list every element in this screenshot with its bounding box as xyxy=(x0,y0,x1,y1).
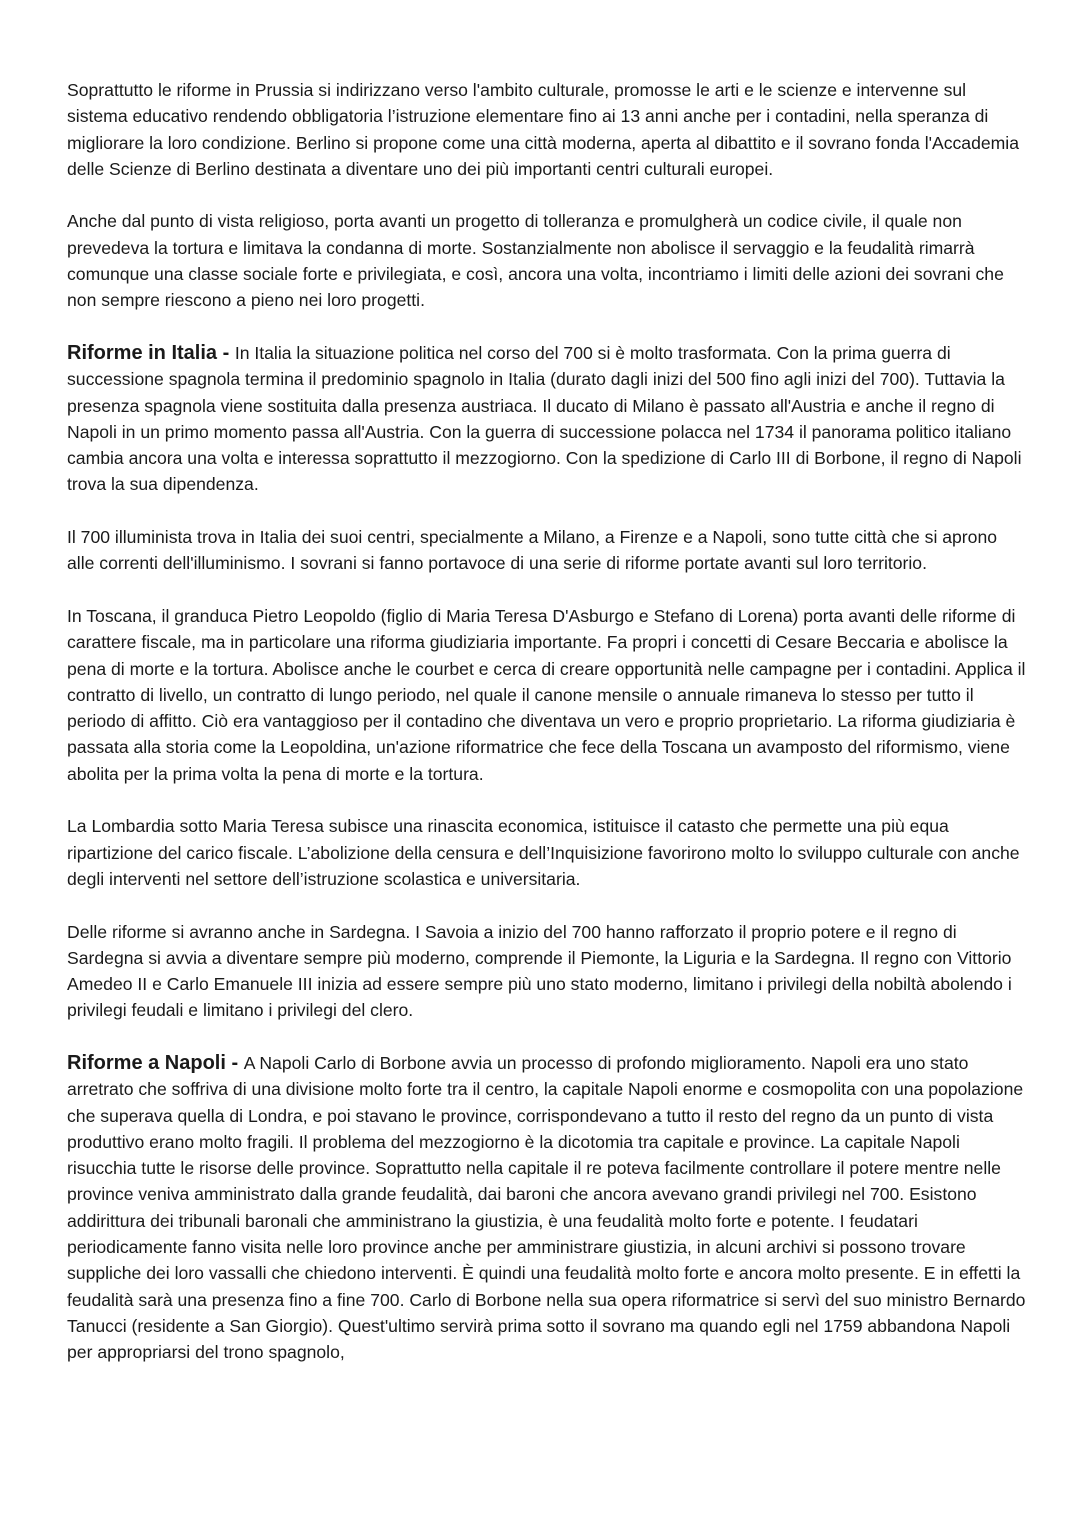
paragraph-text: Soprattutto le riforme in Prussia si indirizzano verso l'ambito culturale, promosse le arti e le scienze e intervenne sul sistema educativo rendendo obbligatoria l’istruzione elementare fino ai 13 anni anche per i contadini, nella speranza di migliorare la loro condizione. Berlino si propone come una città moderna, aperta al dibattito e il sovrano fonda l'Accademia delle Scienze di Berlino destinata a diventare uno dei più importanti centri culturali europei. xyxy=(67,80,1019,179)
paragraph-text: Delle riforme si avranno anche in Sardegna. I Savoia a inizio del 700 hanno rafforzato il proprio potere e il regno di Sardegna si avvia a diventare sempre più moderno, comprende il Piemonte, la Liguria e la Sardegna. Il regno con Vittorio Amedeo II e Carlo Emanuele III inizia ad essere sempre più uno stato moderno, limitano i privilegi della nobiltà abolendo i privilegi feudali e limitano i privilegi del clero. xyxy=(67,921,1012,1021)
paragraph-lombardia xyxy=(67,813,1027,892)
paragraph-text: In Toscana, il granduca Pietro Leopoldo (figlio di Maria Teresa D'Asburgo e Stefano di Lorena) porta avanti delle riforme di carattere fiscale, ma in particolare una riforma giudiziaria importante. Fa propri i concetti di Cesare Beccaria e abolisce la pena di morte e la tortura. Abolisce anche le courbet e cerca di creare opportunità nelle campagne per i contadini. Applica il contratto di livello, un contratto di lungo periodo, nel quale il canone mensile o annuale rimaneva lo stesso per tutto il periodo di affitto. Ciò era vantaggioso per il contadino che diventava un vero e proprio proprietario. La riforma giudiziaria è passata alla storia come la Leopoldina, un'azione riformatrice che fece della Toscana un avamposto del riformismo, viene abolita per la prima volta la pena di morte e la tortura. xyxy=(67,605,1026,784)
paragraph-text: In Italia la situazione politica nel corso del 700 si è molto trasformata. Con la prima guerra di successione spagnola termina il predominio spagnolo in Italia (durato dagli inizi del 500 fino agli inizi del 700). Tuttavia la presenza spagnola viene sostituita dalla presenza austriaca. Il ducato di Milano è passato all'Austria e anche il regno di Napoli in un primo momento passa all'Austria. Con la guerra di successione polacca nel 1734 il panorama politico italiano cambia ancora una volta e interessa soprattutto il mezzogiorno. Con la spedizione di Carlo III di Borbone, il regno di Napoli trova la sua dipendenza. xyxy=(67,342,1022,495)
paragraph-text: A Napoli Carlo di Borbone avvia un processo di profondo miglioramento. Napoli era uno stato arretrato che soffriva di una divisione molto forte tra il centro, la capitale Napoli enorme e cosmopolita con una popolazione che superava quella di Londra, e poi stavano le province, corrispondevano a tutto il resto del regno da un punto di vista produttivo erano molto fragili. Il problema del mezzogiorno è la dicotomia tra capitale e province. La capitale Napoli risucchia tutte le risorse delle province. Soprattutto nella capitale il re poteva facilmente controllare il potere mentre nelle province veniva amministrato dalla grande feudalità, dai baroni che ancora avevano grandi privilegi nel 700. Esistono addirittura dei tribunali baronali che amministrano la giustizia, è una feudalità molto forte e potente. I feudatari periodicamente fanno visita nelle loro province anche per amministrare giustizia, in alcuni archivi si possono trovare suppliche dei loro vassalli che chiedono interventi. È quindi una feudalità molto forte e ancora molto presente. E in effetti la feudalità sarà una presenza fino a fine 700. Carlo di Borbone nella sua opera riformatrice si servì del suo ministro Bernardo Tanucci (residente a San Giorgio). Quest'ultimo servirà prima sotto il sovrano ma quando egli nel 1759 abbandona Napoli per appropriarsi del trono spagnolo, xyxy=(67,1052,1026,1363)
paragraph-prussia-culture xyxy=(67,77,1027,182)
paragraph-toscana xyxy=(67,603,1027,787)
paragraph-riforme-napoli xyxy=(67,1050,1027,1366)
paragraph-text: Anche dal punto di vista religioso, porta avanti un progetto di tolleranza e promulgherà un codice civile, il quale non prevedeva la tortura e limitava la condanna di morte. Sostanzialmente non abolisce il servaggio e la feudalità rimarrà comunque una classe sociale forte e privilegiata, e così, ancora una volta, incontriamo i limiti delle azioni dei sovrani che non sempre riescono a pieno nei loro progetti. xyxy=(67,211,1004,311)
section-heading-riforme-italia: Riforme in Italia - xyxy=(67,341,235,364)
document-page xyxy=(67,77,1027,1392)
paragraph-prussia-religion xyxy=(67,208,1027,313)
paragraph-text: Il 700 illuminista trova in Italia dei suoi centri, specialmente a Milano, a Firenze e a Napoli, sono tutte città che si aprono alle correnti dell'illuminismo. I sovrani si fanno portavoce di una serie di riforme portate avanti sul loro territorio. xyxy=(67,527,998,574)
section-heading-riforme-napoli: Riforme a Napoli - xyxy=(67,1051,244,1074)
paragraph-illuminismo-italia xyxy=(67,524,1027,577)
paragraph-riforme-italia xyxy=(67,340,1027,498)
paragraph-sardegna xyxy=(67,919,1027,1024)
paragraph-text: La Lombardia sotto Maria Teresa subisce una rinascita economica, istituisce il catasto che permette una più equa ripartizione del carico fiscale. L’abolizione della censura e dell’Inquisizione favorirono molto lo sviluppo culturale con anche degli interventi nel settore dell’istruzione scolastica e universitaria. xyxy=(67,816,1020,889)
